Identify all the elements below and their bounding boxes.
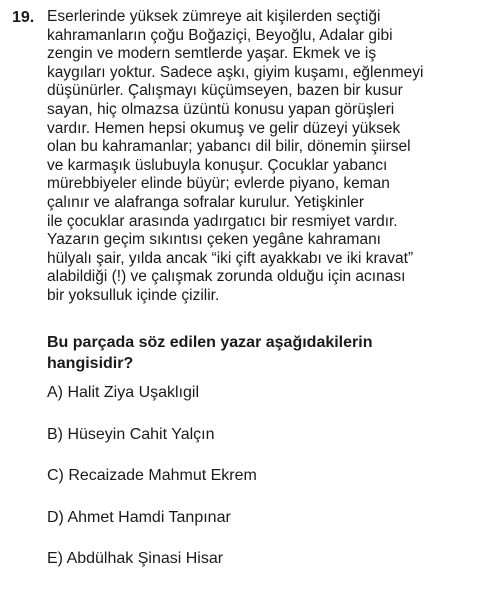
option-c[interactable]: C) Recaizade Mahmut Ekrem	[47, 467, 257, 484]
passage-line: mürebbiyeler elinde büyür; evlerde piyano, keman	[47, 175, 390, 193]
question-number: 19.	[12, 9, 35, 26]
question-prompt	[47, 332, 467, 374]
passage-line: düşünürler. Çalışmayı küçümseyen, bazen bir kusur	[47, 82, 403, 100]
option-e[interactable]: E) Abdülhak Şinasi Hisar	[47, 550, 224, 567]
passage-line: hülyalı şair, yılda ancak “iki çift ayakkabı ve iki kravat”	[47, 249, 414, 267]
prompt-line: Bu parçada söz edilen yazar aşağıdakilerin	[47, 334, 373, 351]
question-passage	[47, 8, 467, 306]
option-d[interactable]: D) Ahmet Hamdi Tanpınar	[47, 508, 231, 526]
passage-line: Eserlerinde yüksek zümreye ait kişilerden seçtiği	[47, 8, 381, 25]
prompt-line: hangisidir?	[47, 355, 134, 372]
passage-line: kahramanların çoğu Boğaziçi, Beyoğlu, Adalar gibi	[47, 26, 393, 44]
option-a[interactable]: A) Halit Ziya Uşaklıgil	[47, 384, 200, 401]
answer-options	[47, 383, 467, 591]
passage-line: ile çocuklar arasında yadırgatıcı bir resmiyet vardır.	[47, 212, 398, 230]
passage-line: çalınır ve alafranga sofralar kurulur. Yetişkinler	[47, 193, 365, 211]
passage-line: ve karmaşık üslubuyla konuşur. Çocuklar yabancı	[47, 156, 388, 174]
passage-line: bir yoksulluk içinde çizilir.	[47, 286, 220, 304]
passage-line: vardır. Hemen hepsi okumuş ve gelir düzeyi yüksek	[47, 119, 401, 137]
passage-line: zengin ve modern semtlerde yaşar. Ekmek ve iş	[47, 45, 377, 63]
passage-line: kaygıları yoktur. Sadece aşkı, giyim kuşamı, eğlenmeyi	[47, 63, 424, 81]
passage-line: Yazarın geçim sıkıntısı çeken yegâne kahramanı	[47, 231, 381, 249]
passage-line: olan bu kahramanlar; yabancı dil bilir, dönemin şiirsel	[47, 138, 411, 156]
option-b[interactable]: B) Hüseyin Cahit Yalçın	[47, 425, 215, 443]
passage-line: sayan, hiç olmazsa üzüntü konusu yapan görüşleri	[47, 100, 395, 118]
passage-line: alabildiği (!) ve çalışmak zorunda olduğu için acınası	[47, 268, 406, 286]
